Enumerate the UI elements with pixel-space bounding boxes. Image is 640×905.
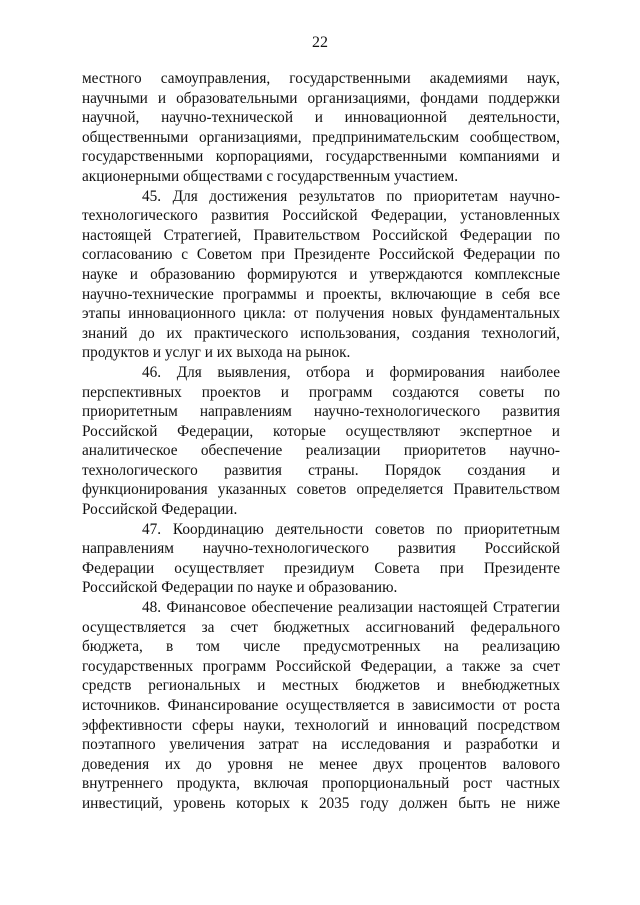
text-line: Федерации осуществляет президиум Совета при Президенте xyxy=(82,559,560,577)
text-line: продуктов и услуг и их выхода на рынок. xyxy=(82,344,351,362)
text-line: государственными корпорациями, государственными компаниями и xyxy=(82,148,560,166)
text-line: местного самоуправления, государственными академиями наук, xyxy=(82,70,560,87)
text-line: согласованию с Советом при Президенте Российской Федерации по xyxy=(82,246,560,264)
text-line: внутреннего продукта, включая пропорциональный рост частных xyxy=(82,775,560,793)
text-line: поэтапного увеличения затрат на исследования и разработки и xyxy=(82,736,560,754)
text-line: настоящей Стратегией, Правительством Российской Федерации по xyxy=(82,226,560,244)
paragraph xyxy=(82,520,560,598)
text-line: науке и образованию формируются и утверждаются комплексные xyxy=(82,265,560,283)
page-number: 22 xyxy=(312,34,328,51)
text-line: 47. Координацию деятельности советов по приоритетным xyxy=(142,520,560,538)
text-line: 45. Для достижения результатов по приоритетам научно- xyxy=(142,187,560,205)
text-line: эффективности сферы науки, технологий и инноваций посредством xyxy=(82,716,560,734)
document-body xyxy=(82,69,560,814)
text-line: доведения их до уровня не менее двух процентов валового xyxy=(82,755,560,773)
text-line: научно-технические программы и проекты, включающие в себя все xyxy=(82,285,560,303)
text-line: осуществляется за счет бюджетных ассигнований федерального xyxy=(82,618,560,636)
text-line: бюджета, в том числе предусмотренных на реализацию xyxy=(82,638,560,656)
text-line: акционерными обществами с государственным участием. xyxy=(82,167,459,185)
text-line: общественными организациями, предпринимательским сообществом, xyxy=(82,128,560,146)
paragraph xyxy=(82,69,560,187)
text-line: аналитическое обеспечение реализации приоритетов научно- xyxy=(82,442,560,460)
text-line: средств региональных и местных бюджетов и внебюджетных xyxy=(82,677,560,695)
text-line: этапы инновационного цикла: от получения новых фундаментальных xyxy=(82,305,560,323)
text-line: знаний до их практического использования, создания технологий, xyxy=(82,324,560,342)
text-line: научной, научно-технической и инновационной деятельности, xyxy=(82,109,560,127)
text-line: научными и образовательными организациями, фондами поддержки xyxy=(82,89,560,107)
text-line: инвестиций, уровень которых к 2035 году должен быть не ниже xyxy=(82,794,560,812)
text-line: Российской Федерации по науке и образованию. xyxy=(82,579,398,597)
text-line: Российской Федерации. xyxy=(82,501,238,519)
paragraph xyxy=(82,363,560,520)
text-line: направлениям научно-технологического развития Российской xyxy=(82,540,560,558)
paragraph xyxy=(82,598,560,814)
text-line: приоритетным направлениям научно-технологического развития xyxy=(82,403,560,421)
text-line: Российской Федерации, которые осуществляют экспертное и xyxy=(82,422,560,440)
paragraph xyxy=(82,187,560,363)
text-line: перспективных проектов и программ создаются советы по xyxy=(82,383,560,401)
text-line: 48. Финансовое обеспечение реализации настоящей Стратегии xyxy=(142,599,560,617)
text-line: технологического развития Российской Федерации, установленных xyxy=(82,207,560,225)
text-line: государственных программ Российской Федерации, а также за счет xyxy=(82,657,560,675)
text-line: функционирования указанных советов определяется Правительством xyxy=(82,481,560,499)
text-line: 46. Для выявления, отбора и формирования наиболее xyxy=(142,363,560,381)
text-line: технологического развития страны. Порядок создания и xyxy=(82,461,560,479)
text-line: источников. Финансирование осуществляется в зависимости от роста xyxy=(82,697,560,714)
